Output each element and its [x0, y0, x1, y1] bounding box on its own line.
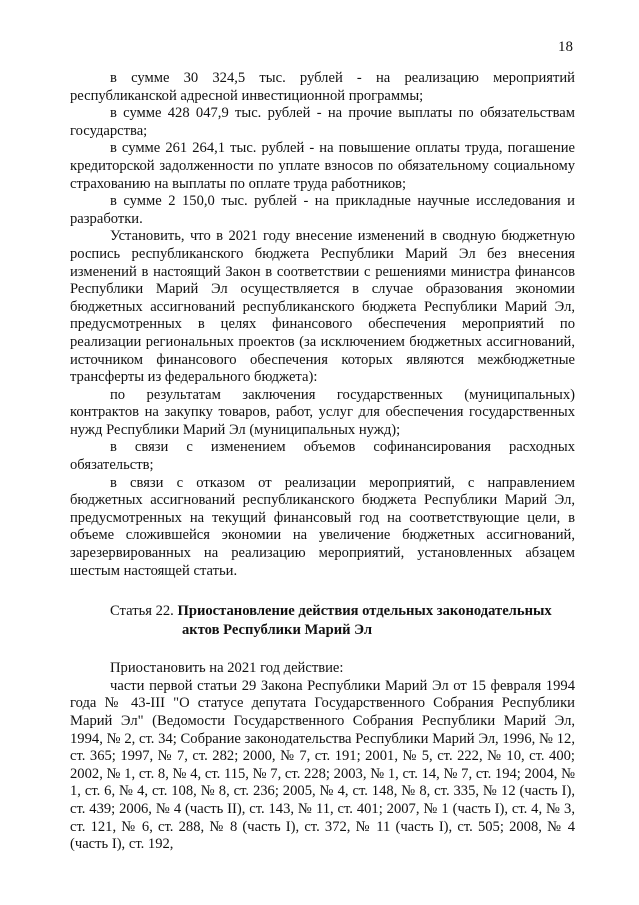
spacer [70, 640, 575, 660]
document-body [70, 70, 575, 854]
paragraph-amount-research: в сумме 2 150,0 тыс. рублей - на прикладные научные исследования и разработки. [70, 193, 575, 227]
paragraph-amount-obligations: в сумме 428 047,9 тыс. рублей - на прочие выплаты по обязательствам государства; [70, 105, 575, 139]
paragraph-amount-investment: в сумме 30 324,5 тыс. рублей - на реализацию мероприятий республиканской адресной инвестиционной программы; [70, 70, 575, 104]
article-heading [70, 602, 575, 640]
article-title-line2: актов Республики Марий Эл [182, 622, 373, 639]
paragraph-contracts: по результатам заключения государственных (муниципальных) контрактов на закупку товаров, работ, услуг для обеспечения государственных нужд Республики Марий Эл (муниципальных нужд); [70, 386, 575, 438]
paragraph-cofinancing: в связи с изменением объемов софинансирования расходных обязательств; [70, 439, 575, 474]
paragraph-amount-wages: в сумме 261 264,1 тыс. рублей - на повышение оплаты труда, погашение кредиторской задолженности по уплате взносов по обязательному социальному страхованию на выплаты по оплате труда работников; [70, 140, 575, 192]
paragraph-suspend-law: части первой статьи 29 Закона Республики Марий Эл от 15 февраля 1994 года № 43-III "О статусе депутата Государственного Собрания Республики Марий Эл" (Ведомости Государственного Собрания Республики Марий Эл, 1994, № 2, ст. 34; Собрание законодательства Республики Марий Эл, 1996, № 12, ст. 365; 1997, № 7, ст. 282; 2000, № 7, ст. 191; 2001, № 5, ст. 222, № 10, ст. 400; 2002, № 1, ст. 8, № 4, ст. 115, № 7, ст. 228; 2003, № 1, ст. 14, № 7, ст. 194; 2004, № 1, ст. 6, № 4, ст. 108, № 8, ст. 236; 2005, № 4, ст. 148, № 8, ст. 335, № 12 (часть I), ст. 439; 2006, № 4 (часть II), ст. 143, № 11, ст. 401; 2007, № 1 (часть I), ст. 4, № 3, ст. 121, № 6, ст. 288, № 8 (часть I), ст. 372, № 11 (часть I), ст. 505; 2008, № 4 (часть I), ст. 192, [70, 677, 575, 853]
article-number: Статья 22. [110, 603, 174, 620]
paragraph-budget-changes: Установить, что в 2021 году внесение изменений в сводную бюджетную роспись республиканского бюджета Республики Марий Эл без внесения изменений в настоящий Закон в соответствии с решениями министра финансов Республики Марий Эл осуществляется в случае образования экономии бюджетных ассигнований республиканского бюджета Республики Марий Эл, предусмотренных в целях финансового обеспечения мероприятий по реализации региональных проектов (за исключением бюджетных ассигнований, источником финансового обеспечения которых являются межбюджетные трансферты из федерального бюджета): [70, 228, 575, 386]
paragraph-suspend-intro: Приостановить на 2021 год действие: [110, 660, 344, 677]
paragraph-refusal: в связи с отказом от реализации мероприятий, с направлением бюджетных ассигнований республиканского бюджета Республики Марий Эл, предусмотренных на текущий финансовый год на соответствующие цели, в объеме сложившейся экономии на увеличение бюджетных ассигнований, зарезервированных на реализацию мероприятий, установленных абзацем шестым настоящей статьи. [70, 474, 575, 579]
page-number: 18 [558, 39, 573, 55]
article-title-line1: Приостановление действия отдельных законодательных [177, 603, 552, 620]
